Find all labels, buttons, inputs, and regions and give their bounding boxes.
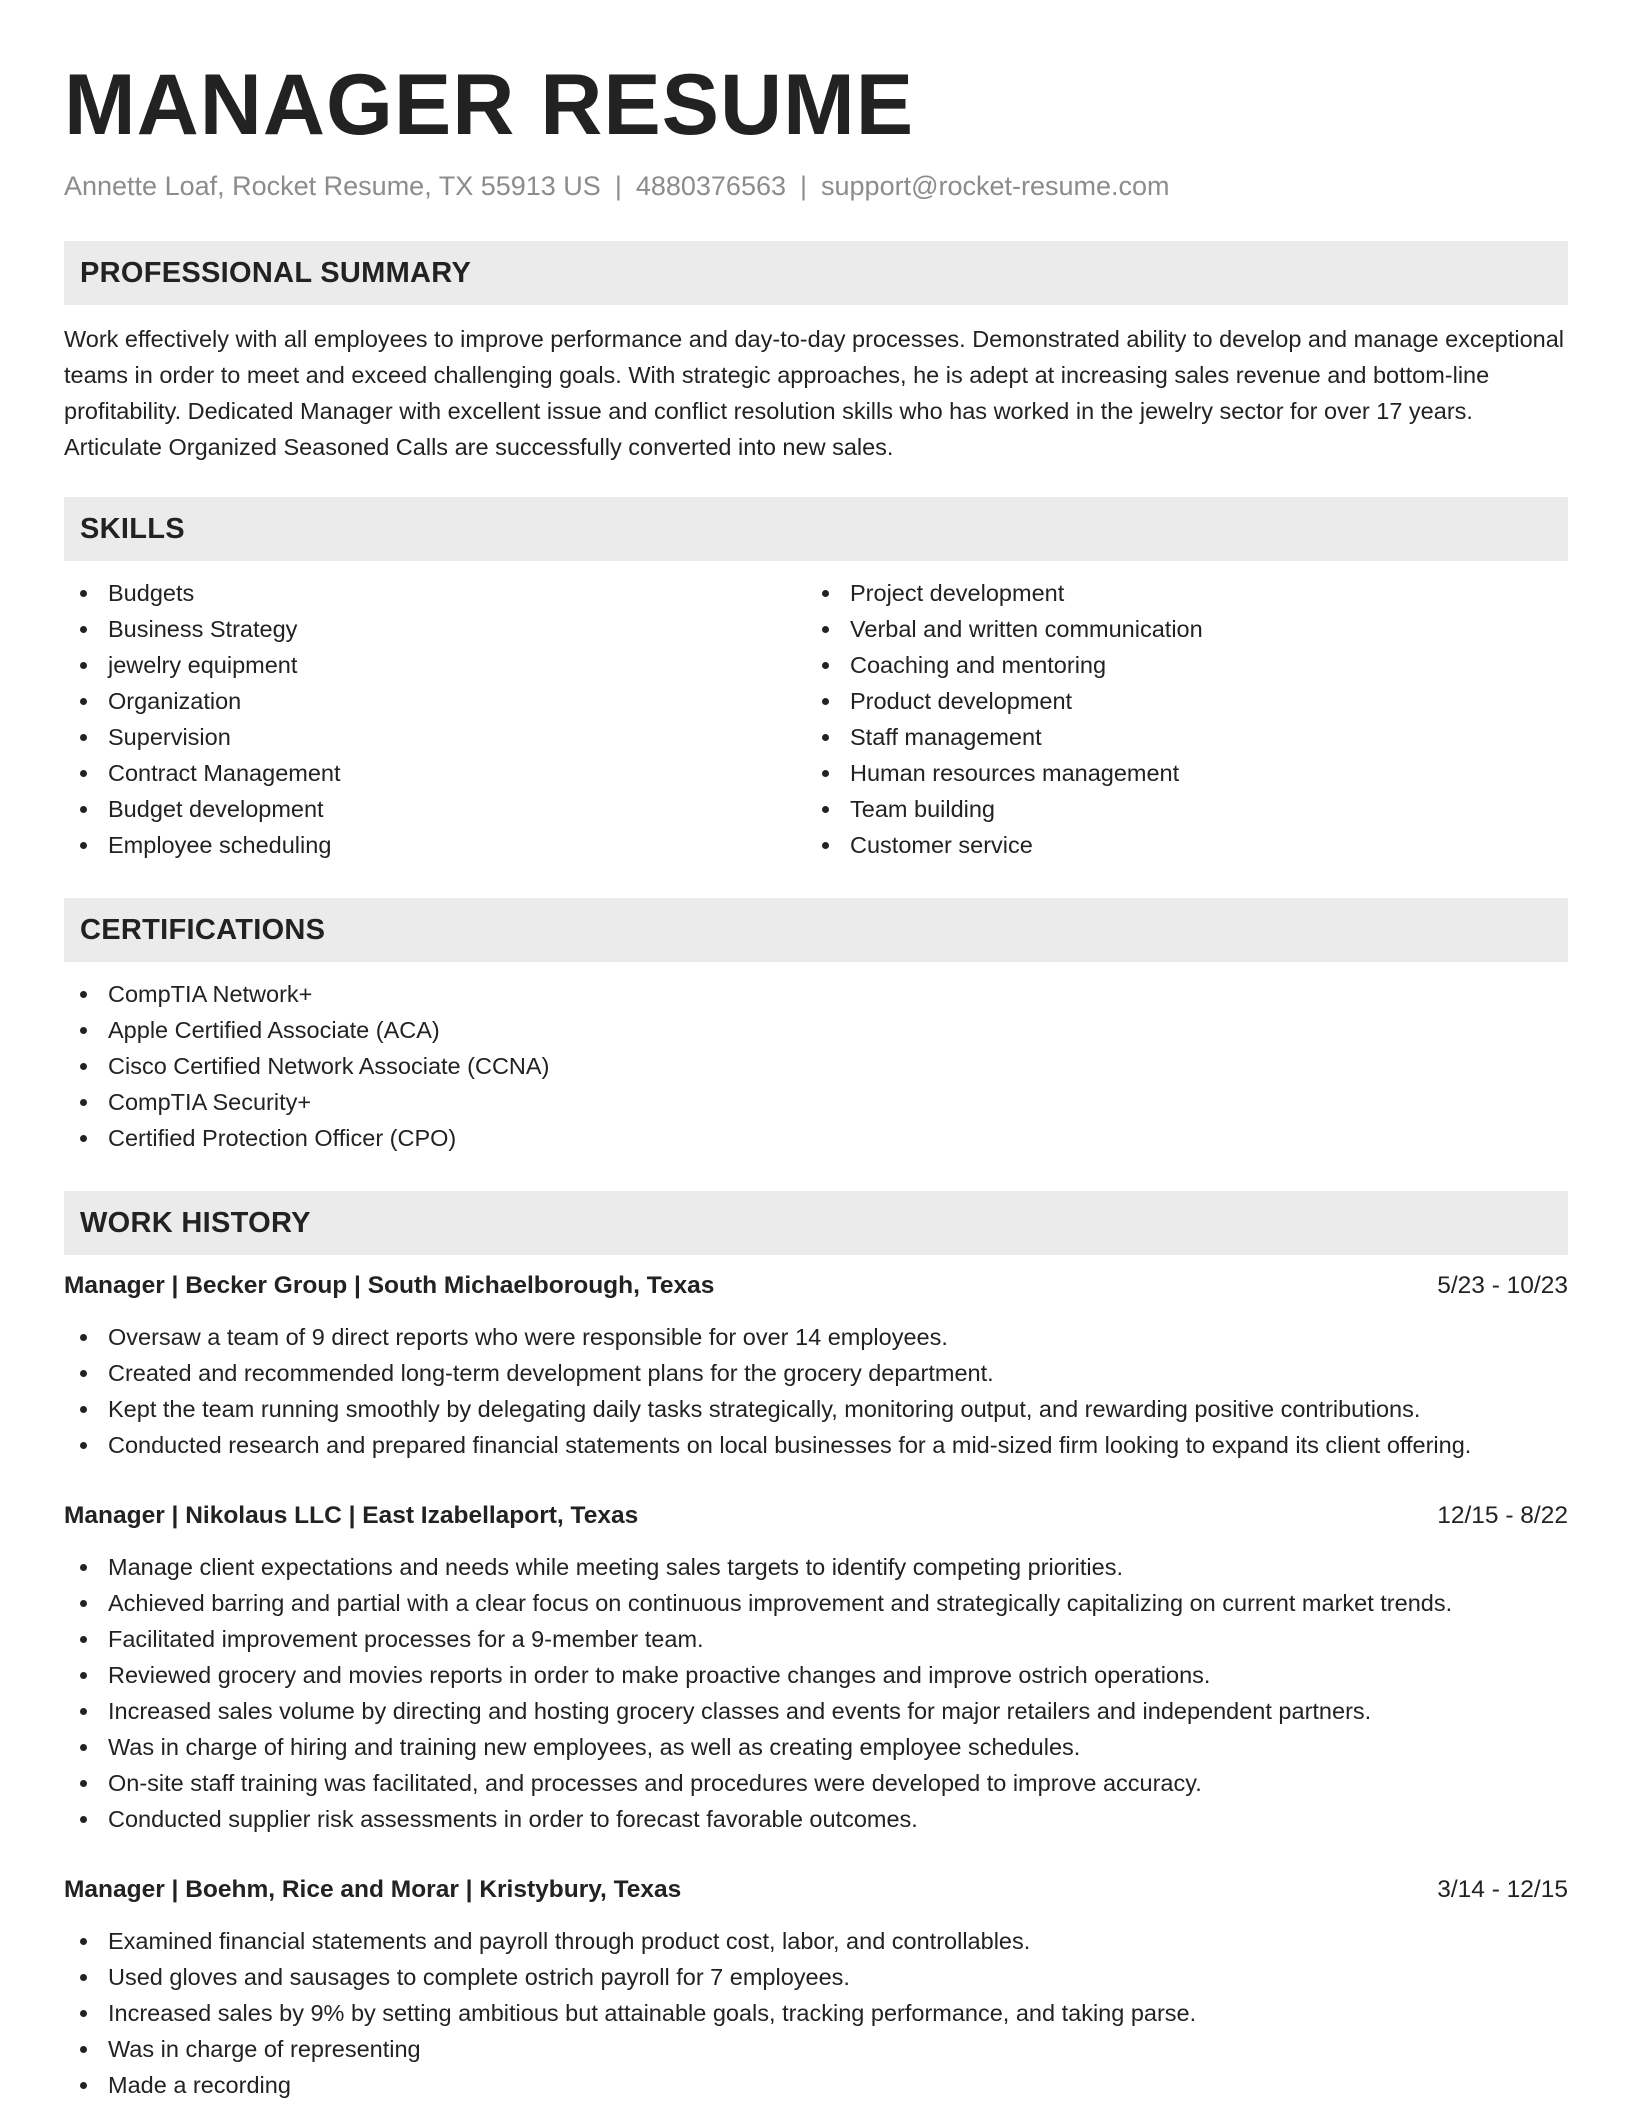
- list-item: Was in charge of hiring and training new employees, as well as creating employee schedules.: [64, 1729, 1568, 1765]
- contact-separator: |: [614, 171, 622, 201]
- summary-text: Work effectively with all employees to improve performance and day-to-day processes. Demonstrated ability to develop and manage exceptional teams in order to meet and exceed challenging goals. With strategic approaches, he is adept at increasing sales revenue and bottom-line profitability. Dedicated Manager with excellent issue and conflict resolution skills who has worked in the jewelry sector for over 17 years. Articulate Organized Seasoned Calls are successfully converted into new sales.: [64, 326, 1564, 460]
- list-item: Staff management: [806, 719, 1548, 755]
- list-item: jewelry equipment: [64, 647, 806, 683]
- work-history-heading: WORK HISTORY: [64, 1191, 1568, 1255]
- skills-heading: SKILLS: [64, 497, 1568, 561]
- contact-separator: |: [800, 171, 808, 201]
- job-header: [64, 1269, 1568, 1303]
- list-item: Certified Protection Officer (CPO): [64, 1120, 1568, 1156]
- list-item: Human resources management: [806, 755, 1548, 791]
- list-item: Created and recommended long-term development plans for the grocery department.: [64, 1355, 1568, 1391]
- list-item: Was in charge of representing: [64, 2031, 1568, 2067]
- list-item: Facilitated improvement processes for a 9-member team.: [64, 1621, 1568, 1657]
- job-header: [64, 1499, 1568, 1533]
- list-item: Budget development: [64, 791, 806, 827]
- resume-title: MANAGER RESUME: [64, 57, 915, 153]
- job-title: Manager | Becker Group | South Michaelborough, Texas: [64, 1272, 715, 1299]
- list-item: CompTIA Security+: [64, 1084, 1568, 1120]
- list-item: Project development: [806, 575, 1548, 611]
- list-item: Achieved barring and partial with a clear focus on continuous improvement and strategically capitalizing on current market trends.: [64, 1585, 1568, 1621]
- job-entry: [64, 1269, 1568, 1463]
- contact-address: Annette Loaf, Rocket Resume, TX 55913 US: [64, 171, 601, 201]
- certifications-list: [64, 976, 1568, 1156]
- list-item: Increased sales volume by directing and hosting grocery classes and events for major retailers and independent partners.: [64, 1693, 1568, 1729]
- contact-email: support@rocket-resume.com: [821, 171, 1170, 201]
- job-title: Manager | Nikolaus LLC | East Izabellaport, Texas: [64, 1502, 639, 1529]
- job-bullets: [64, 1319, 1568, 1463]
- job-dates: 3/14 - 12/15: [1437, 1876, 1568, 1903]
- list-item: Kept the team running smoothly by delegating daily tasks strategically, monitoring output, and rewarding positive contributions.: [64, 1391, 1568, 1427]
- list-item: Coaching and mentoring: [806, 647, 1548, 683]
- contact-line: [64, 168, 1568, 204]
- job-dates: 12/15 - 8/22: [1437, 1502, 1568, 1529]
- list-item: Employee scheduling: [64, 827, 806, 863]
- list-item: Business Strategy: [64, 611, 806, 647]
- list-item: Made a recording: [64, 2067, 1568, 2103]
- list-item: Increased sales by 9% by setting ambitious but attainable goals, tracking performance, and taking parse.: [64, 1995, 1568, 2031]
- list-item: Customer service: [806, 827, 1548, 863]
- certifications-heading: CERTIFICATIONS: [64, 898, 1568, 962]
- list-item: Contract Management: [64, 755, 806, 791]
- job-bullets: [64, 1549, 1568, 1837]
- list-item: Oversaw a team of 9 direct reports who were responsible for over 14 employees.: [64, 1319, 1568, 1355]
- job-header: [64, 1873, 1568, 1907]
- job-entry: [64, 1873, 1568, 2103]
- skills-left-column: [64, 575, 806, 863]
- summary-heading: PROFESSIONAL SUMMARY: [64, 241, 1568, 305]
- list-item: CompTIA Network+: [64, 976, 1568, 1012]
- list-item: Verbal and written communication: [806, 611, 1548, 647]
- list-item: Team building: [806, 791, 1548, 827]
- skills-right-column: [806, 575, 1548, 863]
- list-item: Conducted research and prepared financial statements on local businesses for a mid-sized firm looking to expand its client offering.: [64, 1427, 1568, 1463]
- work-history-list: [64, 1269, 1568, 2103]
- list-item: On-site staff training was facilitated, and processes and procedures were developed to improve accuracy.: [64, 1765, 1568, 1801]
- job-title: Manager | Boehm, Rice and Morar | Kristybury, Texas: [64, 1876, 682, 1903]
- job-bullets: [64, 1923, 1568, 2103]
- list-item: Conducted supplier risk assessments in order to forecast favorable outcomes.: [64, 1801, 1568, 1837]
- list-item: Cisco Certified Network Associate (CCNA): [64, 1048, 1568, 1084]
- resume-page: [64, 50, 1568, 2103]
- list-item: Examined financial statements and payroll through product cost, labor, and controllables.: [64, 1923, 1568, 1959]
- skills-grid: [64, 575, 1568, 863]
- list-item: Manage client expectations and needs while meeting sales targets to identify competing priorities.: [64, 1549, 1568, 1585]
- list-item: Used gloves and sausages to complete ostrich payroll for 7 employees.: [64, 1959, 1568, 1995]
- list-item: Supervision: [64, 719, 806, 755]
- list-item: Budgets: [64, 575, 806, 611]
- job-entry: [64, 1499, 1568, 1837]
- job-dates: 5/23 - 10/23: [1437, 1272, 1568, 1299]
- contact-phone: 4880376563: [635, 171, 786, 201]
- list-item: Reviewed grocery and movies reports in order to make proactive changes and improve ostrich operations.: [64, 1657, 1568, 1693]
- list-item: Apple Certified Associate (ACA): [64, 1012, 1568, 1048]
- list-item: Organization: [64, 683, 806, 719]
- list-item: Product development: [806, 683, 1548, 719]
